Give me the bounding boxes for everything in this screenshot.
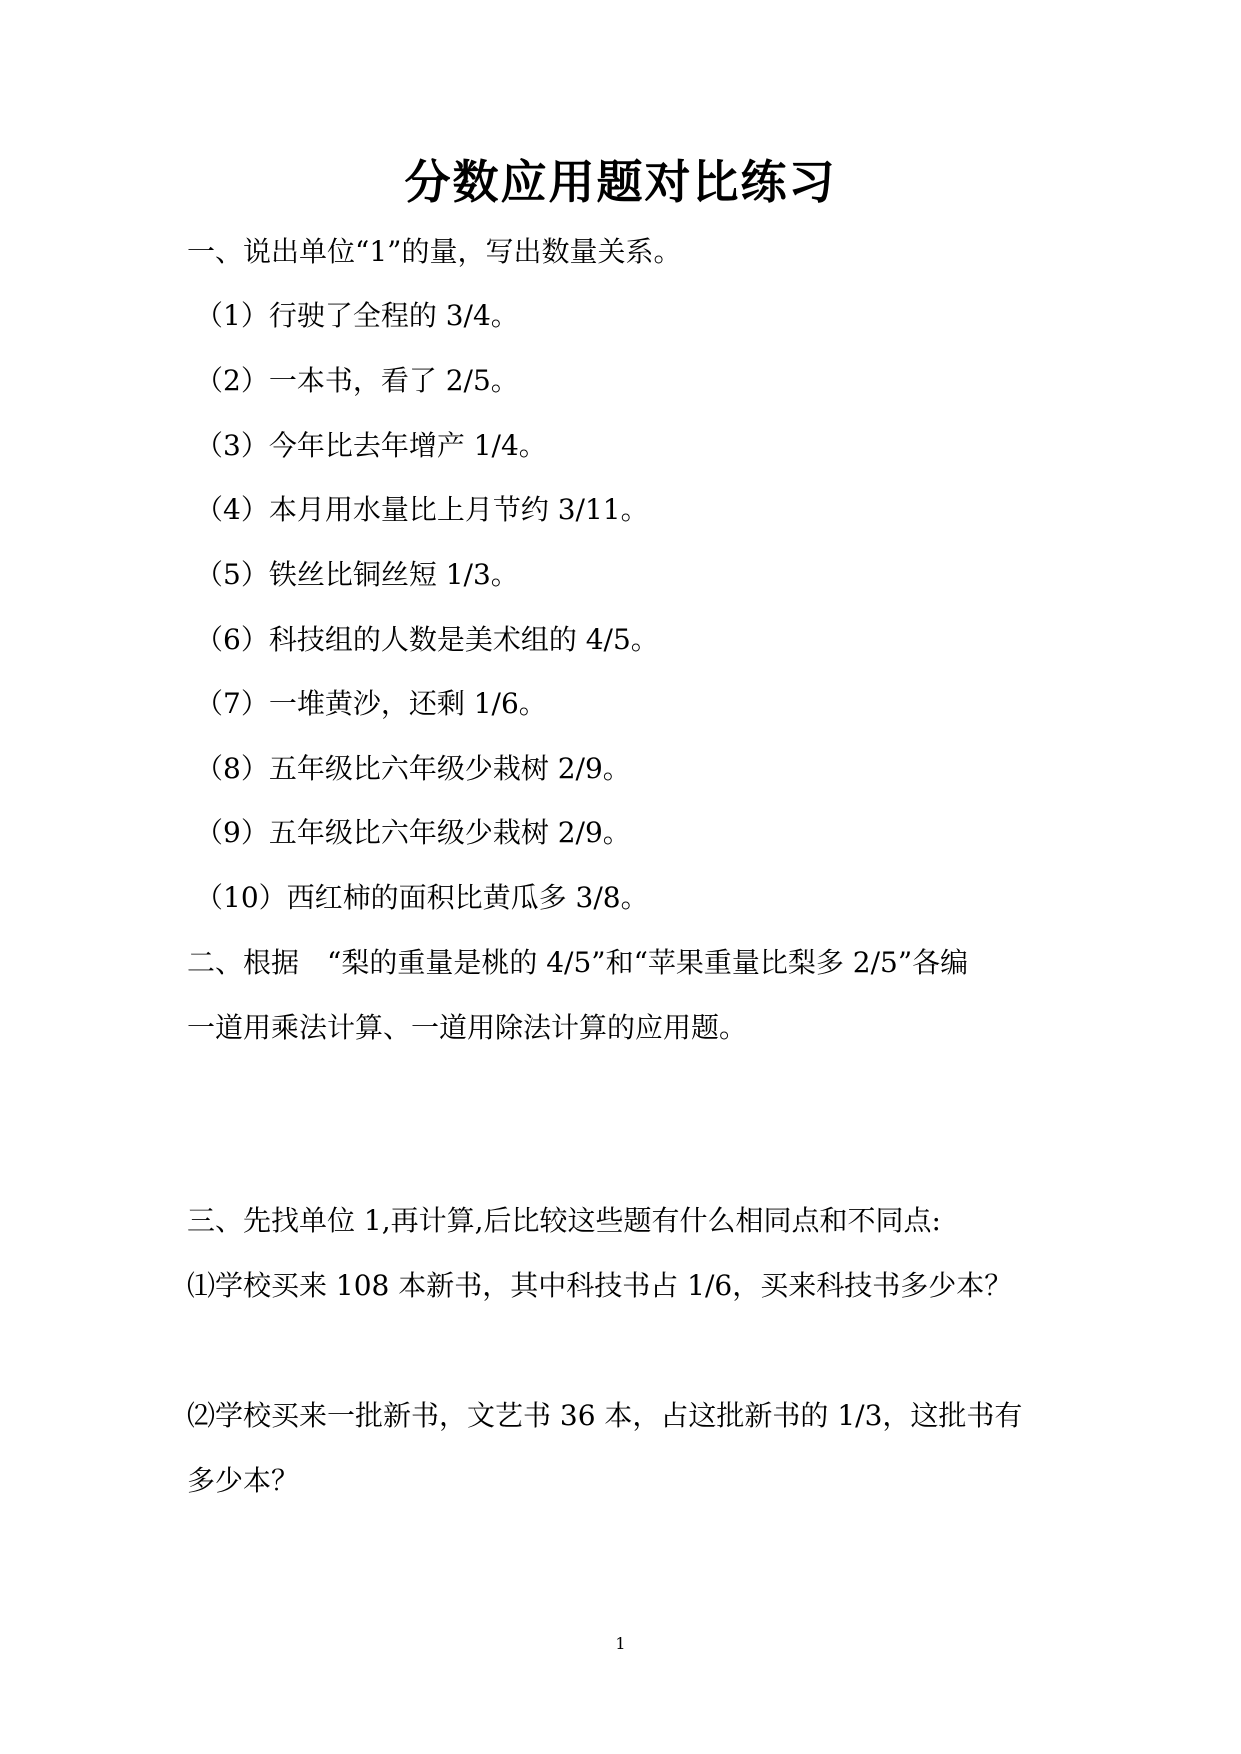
section1-item-6: （6）科技组的人数是美术组的 4/5。 bbox=[195, 623, 659, 656]
section2-line-2: 一道用乘法计算、一道用除法计算的应用题。 bbox=[187, 1011, 748, 1044]
section1-item-4: （4）本月用水量比上月节约 3/11。 bbox=[195, 493, 649, 526]
section3-question-2-line-2: 多少本？ bbox=[187, 1464, 300, 1497]
section1-item-3: （3）今年比去年增产 1/4。 bbox=[195, 429, 547, 462]
page-title: 分数应用题对比练习 bbox=[404, 155, 837, 209]
section2-line-1: 二、根据 “梨的重量是桃的 4/5”和“苹果重量比梨多 2/5”各编 bbox=[187, 946, 969, 979]
section3-question-1: ⑴学校买来 108 本新书，其中科技书占 1/6，买来科技书多少本？ bbox=[187, 1269, 1013, 1302]
section1-item-9: （9）五年级比六年级少栽树 2/9。 bbox=[195, 816, 631, 849]
section3-heading: 三、先找单位 1,再计算,后比较这些题有什么相同点和不同点: bbox=[187, 1204, 941, 1237]
section1-item-7: （7）一堆黄沙，还剩 1/6。 bbox=[195, 687, 547, 720]
section1-item-2: （2）一本书，看了 2/5。 bbox=[195, 364, 519, 397]
section1-heading: 一、说出单位“1”的量，写出数量关系。 bbox=[187, 235, 682, 268]
section1-item-1: （1）行驶了全程的 3/4。 bbox=[195, 299, 519, 332]
page-number: 1 bbox=[615, 1634, 626, 1653]
section1-item-10: （10）西红柿的面积比黄瓜多 3/8。 bbox=[195, 881, 649, 914]
section1-item-5: （5）铁丝比铜丝短 1/3。 bbox=[195, 558, 519, 591]
section1-item-8: （8）五年级比六年级少栽树 2/9。 bbox=[195, 752, 631, 785]
section3-question-2-line-1: ⑵学校买来一批新书，文艺书 36 本，占这批新书的 1/3，这批书有 bbox=[187, 1399, 1023, 1432]
